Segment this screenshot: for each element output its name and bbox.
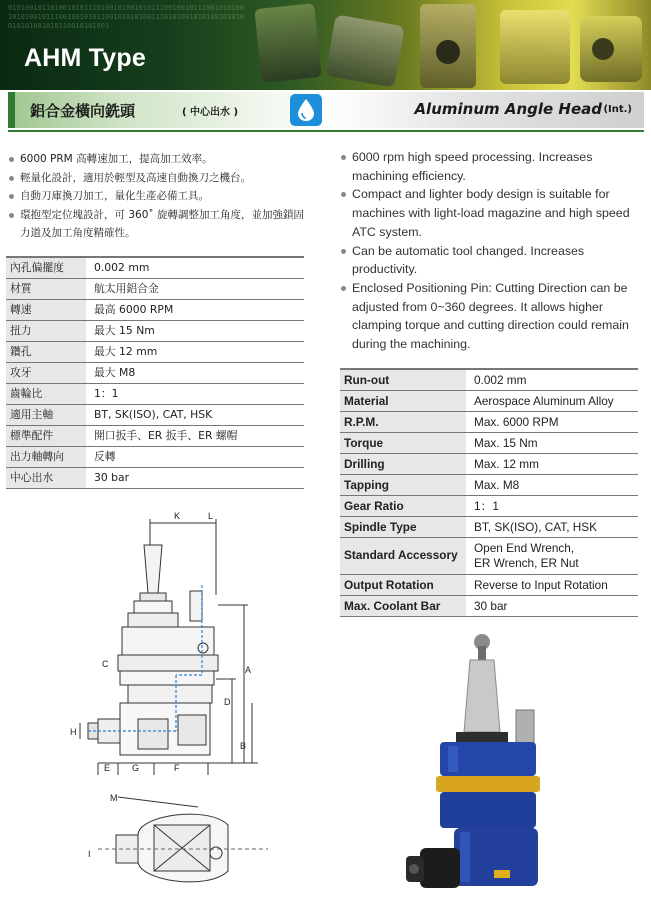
title-divider	[8, 130, 644, 132]
table-row	[6, 362, 304, 383]
table-row	[6, 425, 304, 446]
spec-label: R.P.M.	[340, 411, 466, 432]
spec-label: 中心出水	[6, 467, 86, 488]
spec-value: 最大 M8	[86, 362, 304, 383]
spec-value: 反轉	[86, 446, 304, 467]
title-zh-block	[8, 92, 326, 128]
table-row	[340, 537, 638, 574]
list-item: 6000 rpm high speed processing. Increases machining efficiency.	[340, 148, 638, 185]
dim-label-d: D	[224, 697, 231, 707]
binary-decoration: 0101001011010010101110100101001010111001001011100101010010101001011100100101011001010101001110101001010100101010010101001010110010101001	[8, 4, 245, 30]
dim-label-k: K	[174, 511, 181, 521]
spec-value: BT, SK(ISO), CAT, HSK	[466, 516, 638, 537]
spec-label: Spindle Type	[340, 516, 466, 537]
dim-label-l: L	[208, 511, 214, 521]
water-drop-icon	[290, 94, 322, 126]
technical-drawing	[58, 505, 298, 913]
list-item: 輕量化設計，適用於輕型及高速自動換刀之機台。	[8, 169, 308, 188]
list-item: Enclosed Positioning Pin: Cutting Direction can be adjusted from 0~360 degrees. It allows higher clamping torque and cutting direction could remain during the machining.	[340, 279, 638, 354]
spec-value: 0.002 mm	[466, 369, 638, 390]
list-item: 6000 PRM 高轉速加工，提高加工效率。	[8, 150, 308, 169]
table-row	[6, 341, 304, 362]
spec-value-line-1: Open End Wrench,	[474, 540, 575, 555]
dim-label-f: F	[174, 763, 180, 773]
spec-table-zh	[6, 256, 304, 489]
table-row	[340, 574, 638, 595]
table-row	[6, 467, 304, 488]
spec-label: Gear Ratio	[340, 495, 466, 516]
title-en-subtitle: (Int.)	[603, 104, 632, 115]
features-en-list	[340, 148, 638, 354]
list-item: 自動刀庫換刀加工，量化生產必備工具。	[8, 187, 308, 206]
spec-label: 標準配件	[6, 425, 86, 446]
dim-label-e: E	[104, 763, 111, 773]
spec-value: 1：1	[466, 495, 638, 516]
spec-label: Run-out	[340, 369, 466, 390]
spec-value: 1：1	[86, 383, 304, 404]
product-photo-banner-1	[254, 3, 321, 83]
list-item: Can be automatic tool changed. Increases productivity.	[340, 242, 638, 279]
spec-label: Material	[340, 390, 466, 411]
dim-label-h: H	[70, 727, 77, 737]
table-row	[340, 390, 638, 411]
accent-mark	[8, 92, 15, 128]
table-row	[6, 383, 304, 404]
table-row	[6, 278, 304, 299]
table-row	[6, 257, 304, 278]
spec-value: Reverse to Input Rotation	[466, 574, 638, 595]
title-zh-subtitle: ( 中心出水 )	[182, 107, 239, 118]
title-bar	[0, 90, 651, 130]
spec-value: 最大 12 mm	[86, 341, 304, 362]
table-row	[340, 516, 638, 537]
spec-label: 適用主軸	[6, 404, 86, 425]
product-photo	[400, 628, 570, 913]
spec-value	[466, 537, 638, 574]
dim-label-a: A	[245, 665, 252, 675]
title-en-block	[326, 92, 644, 128]
spec-label: 攻牙	[6, 362, 86, 383]
spec-label: Max. Coolant Bar	[340, 595, 466, 616]
spec-label: 齒輪比	[6, 383, 86, 404]
spec-table-en	[340, 368, 638, 617]
spec-value-line-2: ER Wrench, ER Nut	[474, 555, 579, 570]
spec-label: Torque	[340, 432, 466, 453]
dim-label-g: G	[132, 763, 140, 773]
spec-value: 0.002 mm	[86, 257, 304, 278]
spec-value: Max. 6000 RPM	[466, 411, 638, 432]
spec-value: 30 bar	[86, 467, 304, 488]
product-photo-banner-4	[500, 10, 570, 84]
spec-value: 30 bar	[466, 595, 638, 616]
spec-value: 最高 6000 RPM	[86, 299, 304, 320]
spec-label: 扭力	[6, 320, 86, 341]
page-title: AHM Type	[24, 44, 146, 72]
spec-value: 最大 15 Nm	[86, 320, 304, 341]
dim-label-c: C	[102, 659, 109, 669]
spec-value: Max. M8	[466, 474, 638, 495]
dim-label-i: I	[88, 849, 91, 859]
table-row	[340, 432, 638, 453]
spec-value: Max. 15 Nm	[466, 432, 638, 453]
spec-value: Aerospace Aluminum Alloy	[466, 390, 638, 411]
table-row	[340, 453, 638, 474]
features-zh-list	[8, 150, 308, 243]
spec-label: 內孔偏擺度	[6, 257, 86, 278]
table-row	[6, 446, 304, 467]
list-item: 環抱型定位塊設計，可 360˚ 旋轉調整加工角度，並加強鎖固力道及加工角度精確性。	[8, 206, 308, 243]
spec-label: 轉速	[6, 299, 86, 320]
product-photo-banner-2	[325, 14, 405, 87]
table-row	[340, 595, 638, 616]
header-banner	[0, 0, 651, 90]
spec-value: 航太用鋁合金	[86, 278, 304, 299]
table-row	[340, 474, 638, 495]
table-row	[6, 320, 304, 341]
spec-value: 開口扳手、ER 扳手、ER 螺帽	[86, 425, 304, 446]
spec-label: Tapping	[340, 474, 466, 495]
spec-label: 出力軸轉向	[6, 446, 86, 467]
title-zh: 鋁合金橫向銑頭	[30, 102, 136, 120]
spec-label: Standard Accessory	[340, 537, 466, 574]
spec-label: 材質	[6, 278, 86, 299]
table-row	[6, 404, 304, 425]
spec-label: Output Rotation	[340, 574, 466, 595]
table-row	[6, 299, 304, 320]
list-item: Compact and lighter body design is suitable for machines with light-load magazine and high speed ATC system.	[340, 185, 638, 241]
table-row	[340, 495, 638, 516]
table-row	[340, 411, 638, 432]
spec-label: 鑽孔	[6, 341, 86, 362]
table-row	[340, 369, 638, 390]
spec-label: Drilling	[340, 453, 466, 474]
title-en: Aluminum Angle Head	[414, 100, 602, 118]
dim-label-m: M	[110, 793, 118, 803]
spec-value: Max. 12 mm	[466, 453, 638, 474]
dim-label-b: B	[240, 741, 247, 751]
spec-value: BT, SK(ISO), CAT, HSK	[86, 404, 304, 425]
